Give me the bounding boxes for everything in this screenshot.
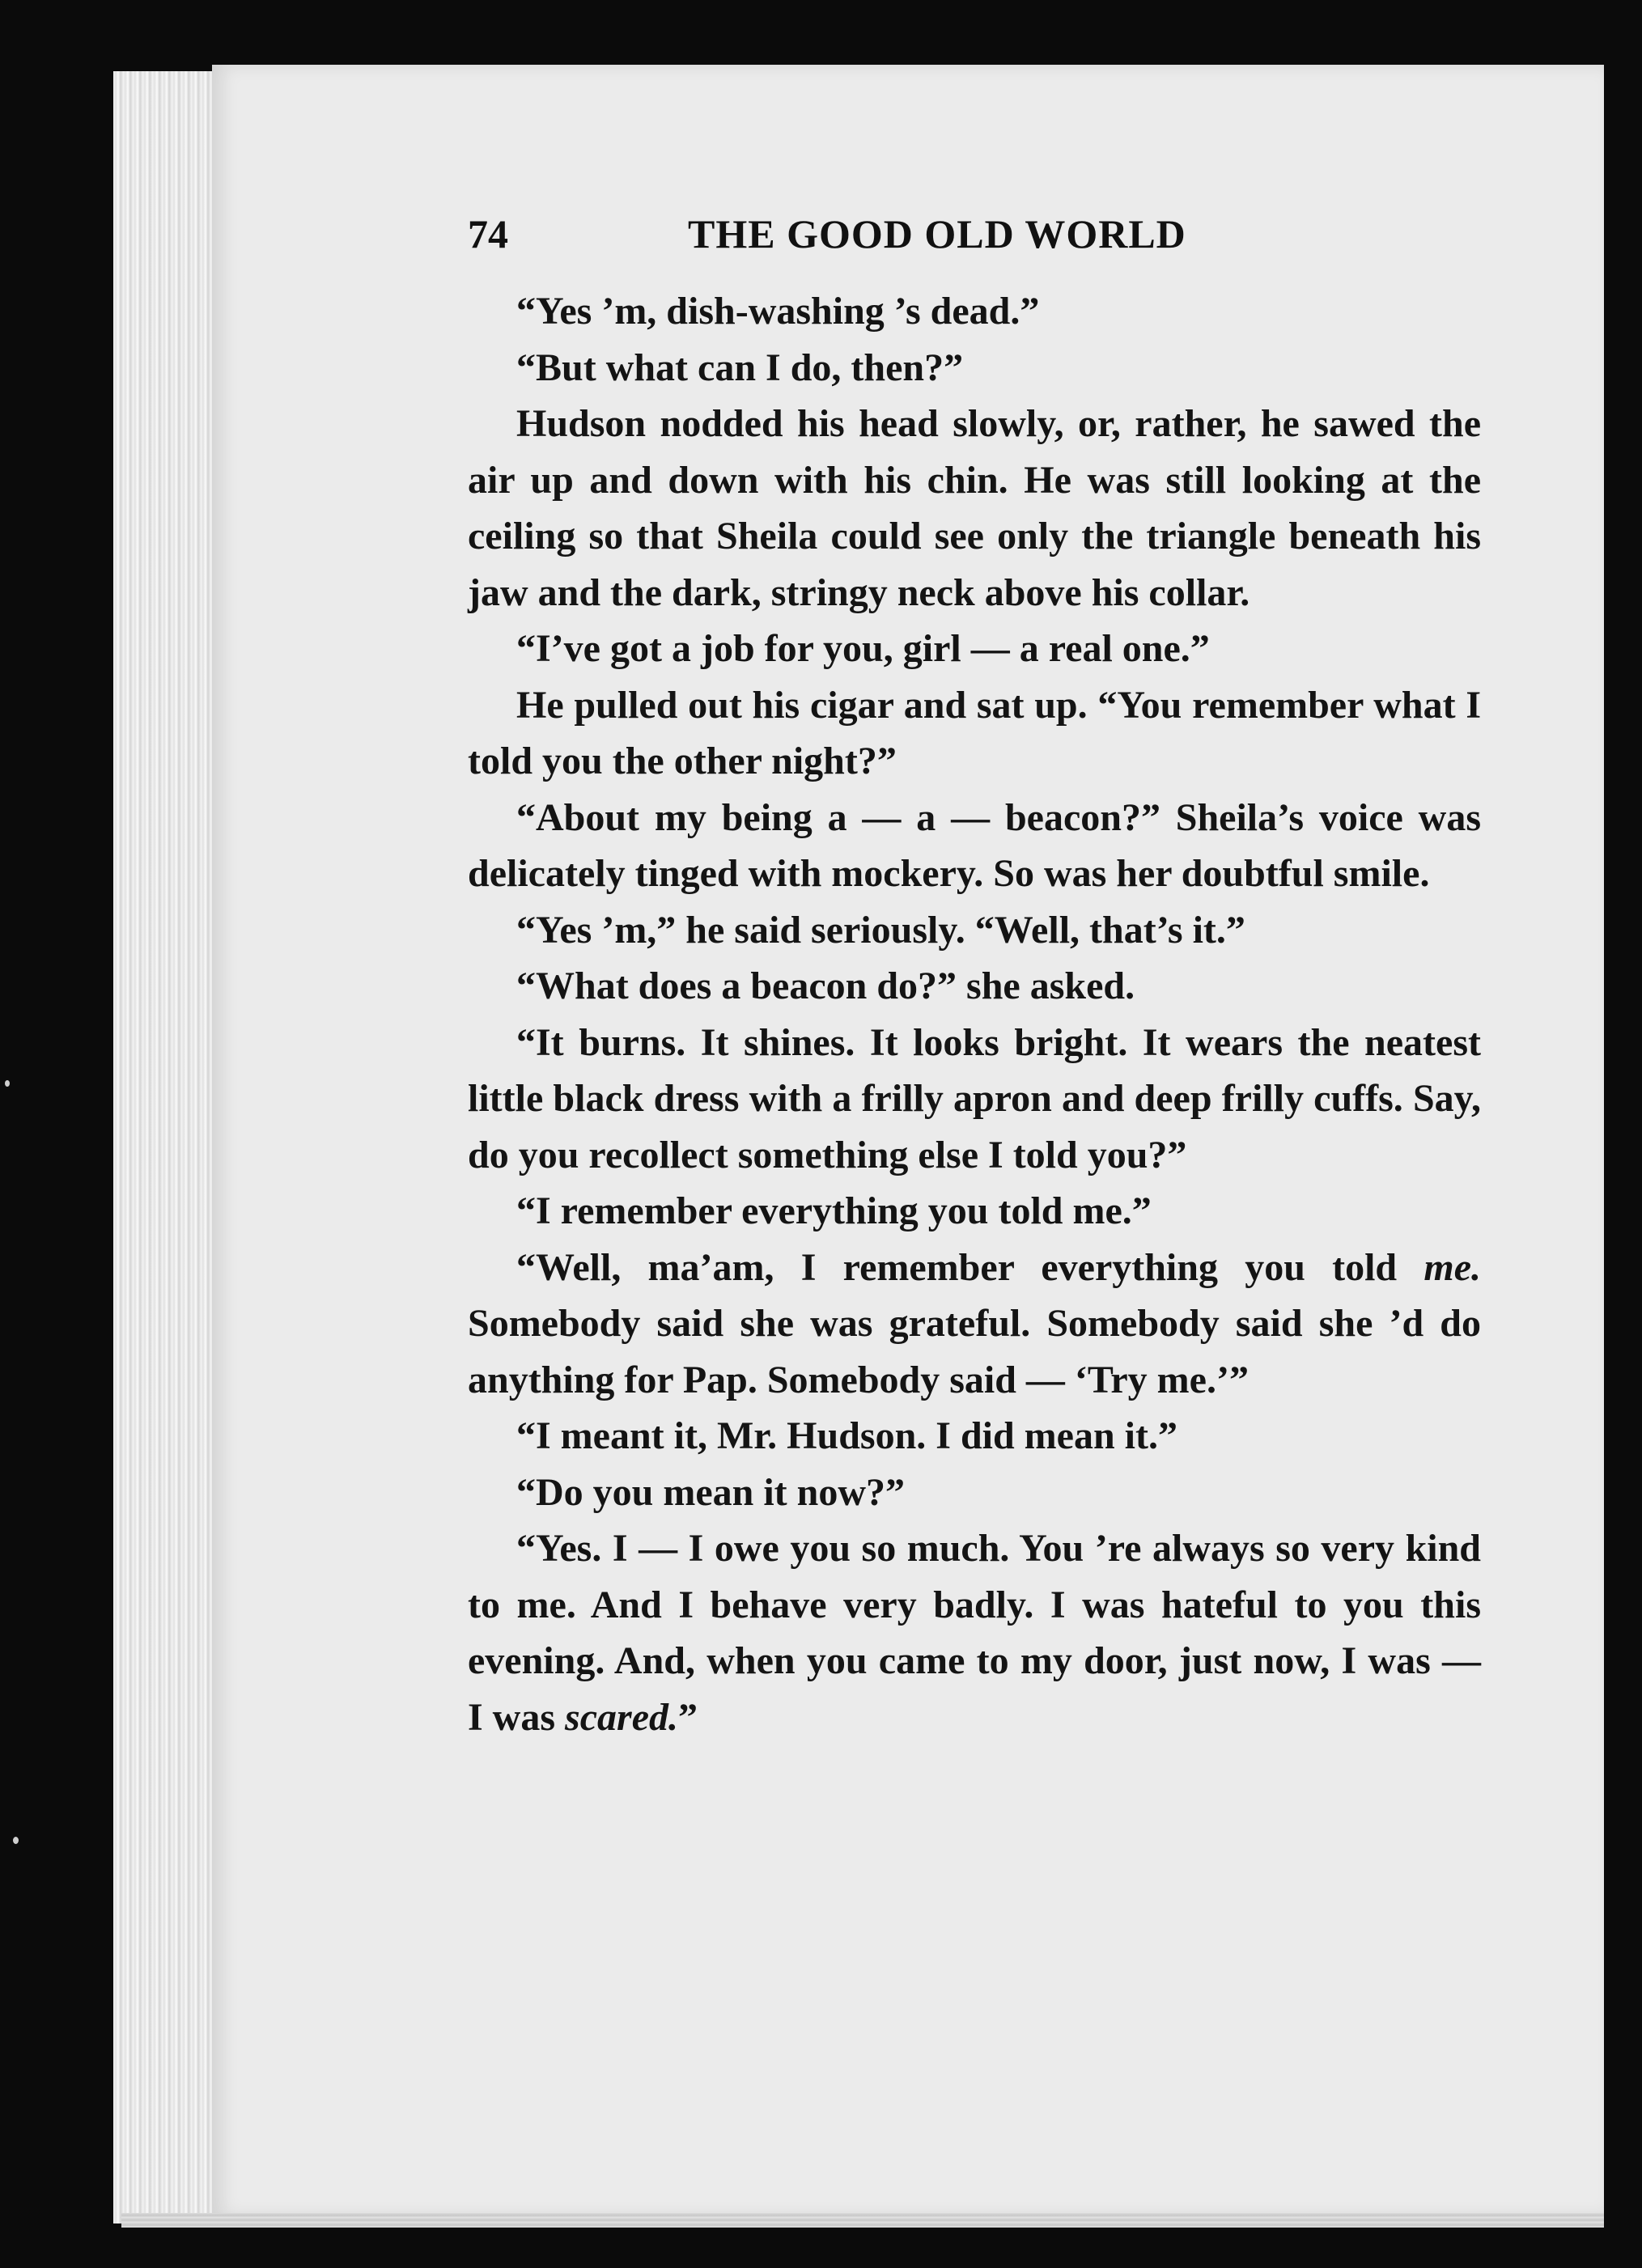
paragraph: Hudson nodded his head slowly, or, rather, he sawed the air up and down with his chin. He was still looking at the ceiling so that Sheila could see only the triangle beneath his jaw and the dark, stringy neck above his collar. bbox=[468, 402, 1481, 614]
paragraph: “I meant it, Mr. Hudson. I did mean it.” bbox=[516, 1414, 1177, 1457]
body-text bbox=[468, 283, 1481, 1745]
paragraph: “I’ve got a job for you, girl — a real one.” bbox=[516, 627, 1210, 670]
paragraph: “What does a beacon do?” she asked. bbox=[516, 964, 1135, 1007]
paragraph: He pulled out his cigar and sat up. “You remember what I told you the other night?” bbox=[468, 683, 1481, 782]
paragraph-text: Somebody said she was grateful. Somebody said she ’d do anything for Pap. Somebody said — ‘Try me.’” bbox=[468, 1302, 1481, 1401]
paragraph-text: “Yes. I — I owe you so much. You ’re always so very kind to me. And I behave very badly. I was hateful to you this evening. And, when you came to my door, just now, I was — I was bbox=[468, 1527, 1481, 1739]
paragraph: “But what can I do, then?” bbox=[516, 345, 964, 389]
page-number: 74 bbox=[468, 211, 508, 256]
paragraph: “Do you mean it now?” bbox=[516, 1470, 906, 1514]
paragraph-text: ” bbox=[678, 1695, 698, 1739]
paragraph: “Yes ’m,” he said seriously. “Well, that’s it.” bbox=[516, 908, 1245, 952]
page-edges bbox=[113, 71, 227, 2223]
emphasis-text: scared. bbox=[565, 1695, 678, 1739]
paragraph-text: “Well, ma’am, I remember everything you told bbox=[516, 1245, 1424, 1289]
paragraph bbox=[468, 1240, 1481, 1409]
paragraph: “About my being a — a — beacon?” Sheila’s voice was delicately tinged with mockery. So was her doubtful smile. bbox=[468, 795, 1481, 895]
paragraph: “I remember everything you told me.” bbox=[516, 1189, 1152, 1232]
page-bottom-edge bbox=[121, 2213, 1604, 2228]
scan-speck bbox=[13, 1837, 19, 1844]
scan-speck bbox=[5, 1080, 10, 1087]
emphasis-text: me. bbox=[1423, 1245, 1481, 1289]
paragraph: “It burns. It shines. It looks bright. It wears the neatest little black dress with a frilly apron and deep frilly cuffs. Say, do you recollect something else I told you?” bbox=[468, 1020, 1481, 1176]
page-header bbox=[468, 210, 1479, 267]
paragraph bbox=[468, 1520, 1481, 1745]
running-title: THE GOOD OLD WORLD bbox=[688, 211, 1186, 256]
paragraph: “Yes ’m, dish-washing ’s dead.” bbox=[516, 290, 1040, 333]
